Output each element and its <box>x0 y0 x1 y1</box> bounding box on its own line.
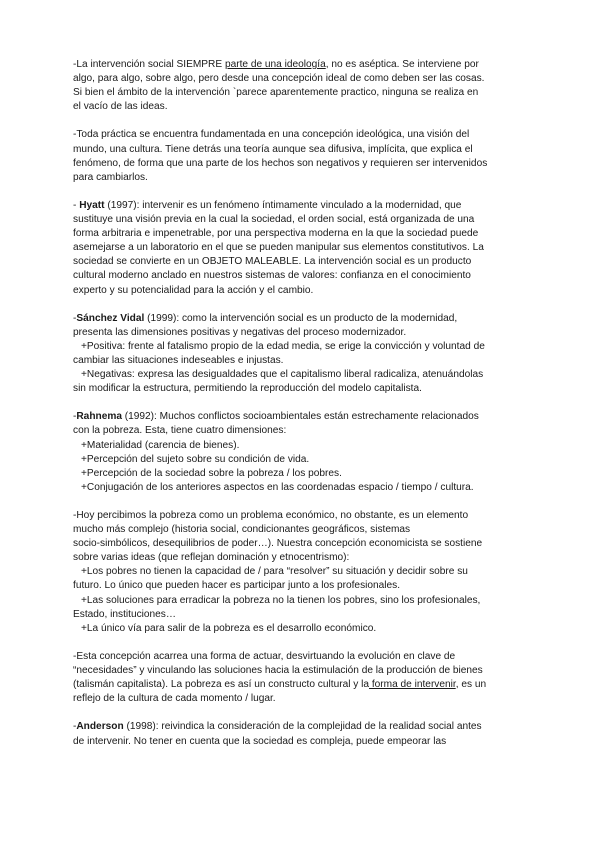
text-span: , es un <box>455 679 487 691</box>
text-line: cambiar las situaciones indeseables e injustas. <box>73 354 284 366</box>
text-line <box>73 720 529 734</box>
bullet-line: +Conjugación de los anteriores aspectos en las coordenadas espacio / tiempo / cultura. <box>81 481 474 493</box>
text-span: (talismán capitalista). La pobreza es así un constructo cultural y la <box>73 679 370 691</box>
text-line: reflejo de la cultura de cada momento / lugar. <box>73 693 276 705</box>
author-name: Sánchez Vidal <box>76 312 145 324</box>
text-line: sociedad se convierte en un OBJETO MALEABLE. La intervención social es un producto <box>73 256 472 268</box>
text-span: - <box>73 312 77 324</box>
text-line: algo, para algo, sobre algo, pero desde una concepción ideal de como deben ser las cosas. <box>73 73 485 85</box>
text-line: -Toda práctica se encuentra fundamentada en una concepción ideológica, una visión del <box>73 129 470 141</box>
bullet-line: +Las soluciones para erradicar la pobreza no la tienen los pobres, sino los profesionales, <box>81 594 481 606</box>
text-line: sobre varias ideas (que reflejan dominación y etnocentrismo): <box>73 552 350 564</box>
bullet-line: +Percepción del sujeto sobre su condición de vida. <box>81 453 310 465</box>
author-name: Hyatt <box>79 199 105 211</box>
text-line: para cambiarlos. <box>73 171 148 183</box>
text-line: futuro. Lo único que pueden hacer es participar junto a los profesionales. <box>73 580 401 592</box>
paragraph-practica <box>73 128 529 184</box>
text-span: (1997): intervenir es un fenómeno íntimamente vinculado a la modernidad, que <box>104 199 462 211</box>
text-line: forma arbitraria e impenetrable, por una perspectiva moderna en la que la sociedad puede <box>73 228 479 240</box>
text-line: Si bien el ámbito de la intervención `parece aparentemente practico, ninguna se realiza en <box>73 87 479 99</box>
text-span: - <box>73 411 77 423</box>
text-span: -La intervención social SIEMPRE <box>73 59 225 70</box>
paragraph-rahnema <box>73 410 529 495</box>
text-line: -Hoy percibimos la pobreza como un problema económico, no obstante, es un elemento <box>73 510 469 521</box>
author-name: Anderson <box>76 721 124 733</box>
text-span: (1998): reivindica la consideración de la complejidad de la realidad social antes <box>123 721 482 733</box>
text-line: Estado, instituciones… <box>73 608 176 620</box>
bullet-line: +Negativas: expresa las desigualdades que el capitalismo liberal radicaliza, atenuándolas <box>81 369 484 381</box>
paragraph-pobreza <box>73 509 529 636</box>
text-line <box>73 199 529 213</box>
text-line: sustituye una visión previa en la cual la sociedad, el orden social, está organizada de una <box>73 214 475 226</box>
text-span: (1992): Muchos conflictos socioambientales están estrechamente relacionados <box>121 411 479 423</box>
text-line: el vacío de las ideas. <box>73 101 168 113</box>
text-line: “necesidades” y vinculando las soluciones hacia la estimulación de la producción de bienes <box>73 665 483 677</box>
bullet-line: +Materialidad (carencia de bienes). <box>81 439 240 451</box>
bullet-line: +Los pobres no tienen la capacidad de / para “resolver” su situación y decidir sobre su <box>81 566 468 578</box>
underlined-text: parte de una ideología <box>224 59 326 70</box>
text-span: - <box>73 721 77 733</box>
text-line: -Esta concepción acarrea una forma de actuar, desvirtuando la evolución en clave de <box>73 650 456 662</box>
text-line <box>73 410 529 424</box>
paragraph-hyatt <box>73 199 529 298</box>
author-name: Rahnema <box>76 411 122 423</box>
paragraph-concepcion <box>73 650 529 706</box>
text-line: socio-simbólicos, desequilibrios de poder…). Nuestra concepción economicista se sostiene <box>73 538 483 550</box>
text-span: (1999): como la intervención social es un producto de la modernidad, <box>144 312 458 324</box>
paragraph-anderson <box>73 720 529 748</box>
text-line: cultural moderno anclado en nuestros sistemas de valores: confianza en el conocimiento <box>73 270 471 282</box>
bullet-line: +La único vía para salir de la pobreza es el desarrollo económico. <box>81 622 377 634</box>
text-line: asemejarse a un laboratorio en el que se pueden manipular sus elementos constitutivos. La <box>73 242 484 254</box>
paragraph-ideologia <box>73 58 529 114</box>
text-line <box>73 58 529 72</box>
bullet-line: +Percepción de la sociedad sobre la pobreza / los pobres. <box>81 467 342 479</box>
paragraph-sanchez-vidal <box>73 312 529 397</box>
bullet-line: +Positiva: frente al fatalismo propio de la edad media, se erige la convicción y voluntad de <box>81 340 485 352</box>
text-line <box>73 312 529 326</box>
text-line: fenómeno, de forma que una parte de los hechos son negativos y requieren ser intervenidos <box>73 157 488 169</box>
document-page <box>73 58 529 749</box>
text-line: sin modificar la estructura, permitiendo la reproducción del modelo capitalista. <box>73 383 422 395</box>
text-line: presenta las dimensiones positivas y negativas del proceso modernizador. <box>73 326 407 338</box>
underlined-text: forma de intervenir <box>369 679 456 691</box>
text-span: , no es aséptica. Se interviene por <box>325 59 479 70</box>
text-line: experto y su potencialidad para la acción y el cambio. <box>73 284 314 296</box>
text-line: mundo, una cultura. Tiene detrás una teoría aunque sea difusiva, implícita, que explica el <box>73 143 473 155</box>
text-line: con la pobreza. Esta, tiene cuatro dimensiones: <box>73 425 287 437</box>
text-span: - <box>73 199 80 211</box>
text-line: mucho más complejo (historia social, condicionantes geográficos, sistemas <box>73 524 411 536</box>
text-line <box>73 678 529 692</box>
text-line: de intervenir. No tener en cuenta que la sociedad es compleja, puede empeorar las <box>73 735 447 747</box>
